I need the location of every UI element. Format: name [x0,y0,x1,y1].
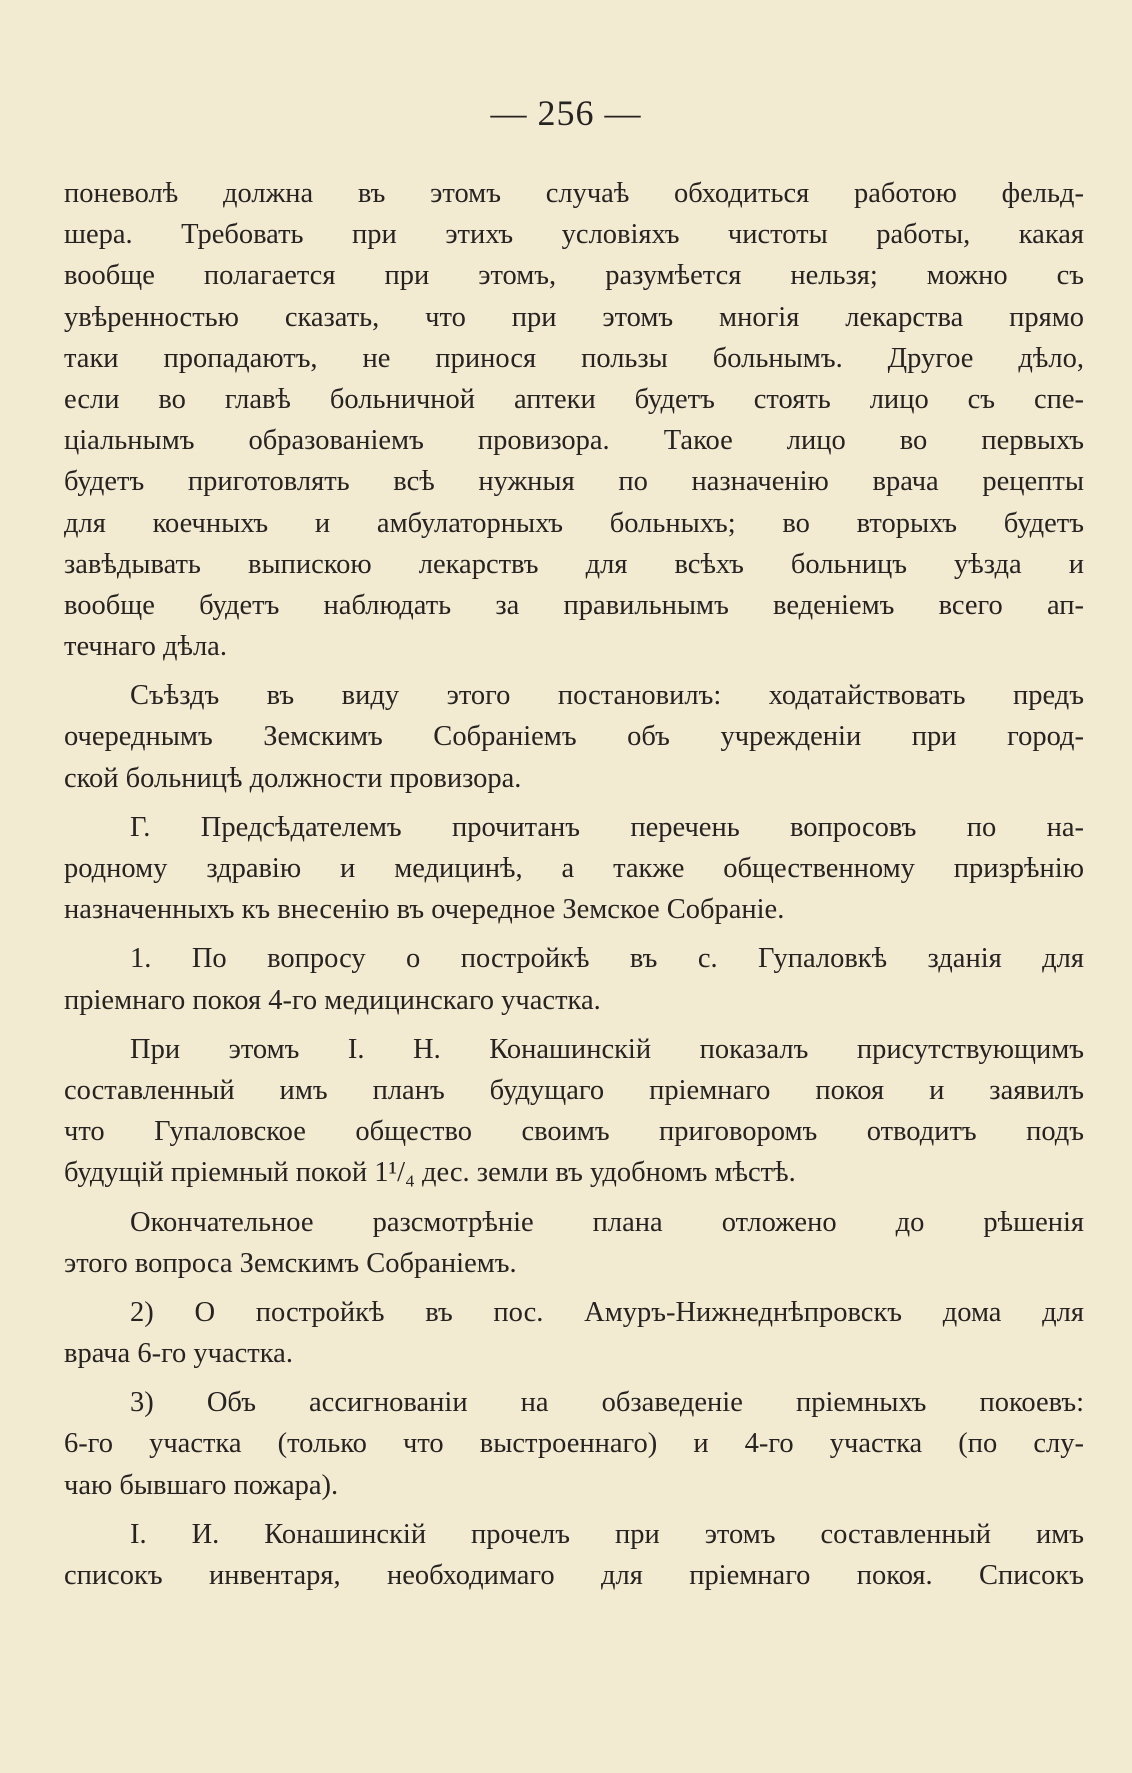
text-line: 6-го участка (только что выстроеннаго) и 4-го участка (по слу- [64,1428,1084,1460]
paragraph [64,1029,1084,1194]
paragraph-gap [64,799,1084,807]
paragraph-gap [64,1194,1084,1202]
text-line: І. И. Конашинскій прочелъ при этомъ составленный имъ [130,1518,1084,1550]
text-line: увѣренностью сказать, что при этомъ многія лекарства прямо [64,301,1084,333]
text-line: 1. По вопросу о постройкѣ въ с. Гупаловкѣ зданія для [130,943,1084,975]
paragraph [64,1514,1084,1596]
text-line: 2) О постройкѣ въ пос. Амуръ-Нижнеднѣпровскъ дома для [130,1296,1084,1328]
text-line: 3) Объ ассигнованіи на обзаведеніе пріемныхъ покоевъ: [130,1387,1084,1419]
text-line: ской больницѣ должности провизора. [64,762,522,794]
paragraph-gap [64,1374,1084,1382]
text-line: вообще полагается при этомъ, разумѣется нельзя; можно съ [64,260,1084,292]
page-number: — 256 — [490,93,642,133]
text-line: шера. Требовать при этихъ условіяхъ чистоты работы, какая [64,219,1084,251]
paragraph [64,938,1084,1020]
paragraph [64,173,1084,667]
text-line: очереднымъ Земскимъ Собраніемъ объ учрежденіи при город- [64,721,1084,753]
text-line: составленный имъ планъ будущаго пріемнаго покоя и заявилъ [64,1074,1084,1106]
text-line: будетъ приготовлять всѣ нужныя по назначенію врача рецепты [64,466,1084,498]
text-line: завѣдывать выпискою лекарствъ для всѣхъ больницъ уѣзда и [64,548,1084,580]
text-line: Г. Предсѣдателемъ прочитанъ перечень вопросовъ по на- [130,811,1084,843]
text-line: Съѣздъ въ виду этого постановилъ: ходатайствовать предъ [130,680,1084,712]
text-line: врача 6-го участка. [64,1338,293,1370]
text-line: При этомъ І. Н. Конашинскій показалъ присутствующимъ [130,1033,1084,1065]
text-line: течнаго дѣла. [64,631,227,663]
text-line: чаю бывшаго пожара). [64,1469,339,1501]
text-line: таки пропадаютъ, не принося пользы больнымъ. Другое дѣло, [64,342,1084,374]
text-line: поневолѣ должна въ этомъ случаѣ обходиться работою фельд- [64,178,1084,209]
text-line: если во главѣ больничной аптеки будетъ стоять лицо съ спе- [64,383,1084,415]
paragraph [64,1382,1084,1506]
text-line: родному здравію и медицинѣ, а также общественному призрѣнію [64,853,1084,884]
text-line: для коечныхъ и амбулаторныхъ больныхъ; во вторыхъ будетъ [64,507,1084,539]
body-text [64,173,1084,1596]
text-line: этого вопроса Земскимъ Собраніемъ. [64,1247,517,1279]
paragraph-gap [64,930,1084,938]
text-line: списокъ инвентаря, необходимаго для пріемнаго покоя. Списокъ [64,1560,1084,1591]
text-line: пріемнаго покоя 4-го медицинскаго участка. [64,984,601,1016]
text-line: назначенныхъ къ внесенію въ очередное Земское Собраніе. [64,894,785,926]
text-line: будущій пріемный покой 1¹/₄ дес. земли въ удобномъ мѣстѣ. [64,1157,796,1189]
paragraph-gap [64,667,1084,675]
text-line: что Гупаловское общество своимъ приговоромъ отводитъ подъ [64,1116,1084,1148]
paragraph-gap [64,1021,1084,1029]
paragraph-gap [64,1284,1084,1292]
paragraph [64,675,1084,799]
paragraph [64,1292,1084,1374]
text-line: Окончательное разсмотрѣніе плана отложено до рѣшенія [130,1206,1084,1238]
paragraph [64,807,1084,931]
text-line: ціальнымъ образованіемъ провизора. Такое лицо во первыхъ [64,425,1084,457]
paragraph [64,1202,1084,1284]
text-line: вообще будетъ наблюдать за правильнымъ веденіемъ всего ап- [64,589,1084,621]
paragraph-gap [64,1506,1084,1514]
